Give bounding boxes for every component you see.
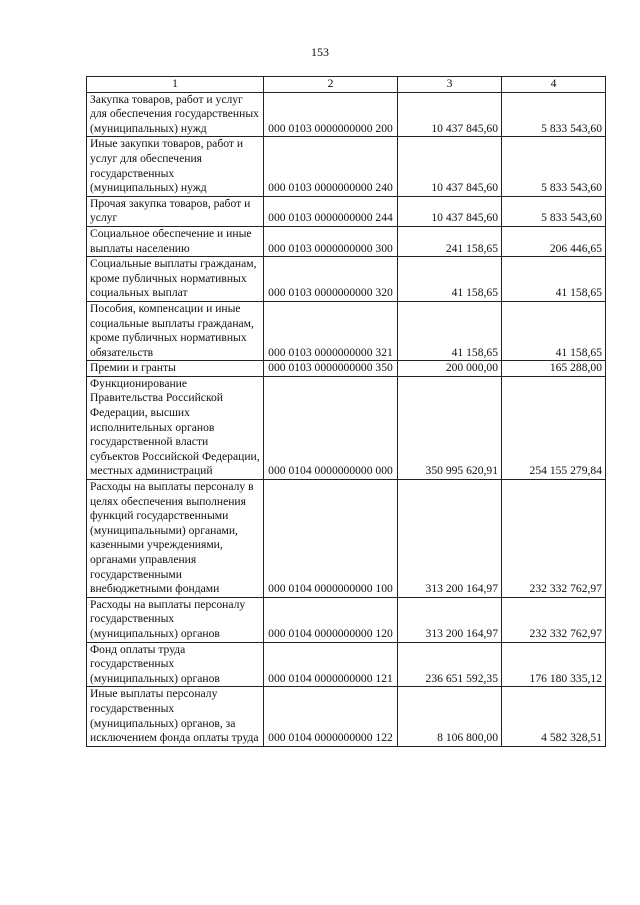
- budget-code: 000 0104 0000000000 122: [264, 687, 398, 746]
- page-number: 153: [311, 45, 329, 59]
- amount-col4: 4 582 328,51: [502, 687, 606, 746]
- amount-col3: 241 158,65: [398, 226, 502, 256]
- column-header: 2: [264, 77, 398, 93]
- expense-name: Социальные выплаты гражданам, кроме публичных нормативных социальных выплат: [87, 257, 264, 302]
- amount-col3: 10 437 845,60: [398, 137, 502, 196]
- amount-col4: 232 332 762,97: [502, 597, 606, 642]
- amount-col4: 176 180 335,12: [502, 642, 606, 687]
- expense-name: Социальное обеспечение и иные выплаты населению: [87, 226, 264, 256]
- table-row: [87, 687, 606, 746]
- amount-col4: 5 833 543,60: [502, 137, 606, 196]
- expense-name: Премии и гранты: [87, 361, 264, 377]
- amount-col4: 232 332 762,97: [502, 480, 606, 598]
- amount-col3: 350 995 620,91: [398, 376, 502, 479]
- budget-code: 000 0104 0000000000 100: [264, 480, 398, 598]
- budget-code: 000 0103 0000000000 244: [264, 196, 398, 226]
- amount-col3: 313 200 164,97: [398, 597, 502, 642]
- amount-col4: 206 446,65: [502, 226, 606, 256]
- amount-col3: 41 158,65: [398, 301, 502, 360]
- budget-code: 000 0104 0000000000 000: [264, 376, 398, 479]
- table-row: [87, 137, 606, 196]
- table-row: [87, 361, 606, 377]
- amount-col3: 41 158,65: [398, 257, 502, 302]
- table-row: [87, 92, 606, 137]
- column-header: 1: [87, 77, 264, 93]
- budget-table: [86, 76, 606, 747]
- budget-code: 000 0103 0000000000 300: [264, 226, 398, 256]
- column-header: 4: [502, 77, 606, 93]
- table-row: [87, 257, 606, 302]
- amount-col3: 8 106 800,00: [398, 687, 502, 746]
- expense-name: Расходы на выплаты персоналу в целях обеспечения выполнения функций государственными (муниципальными) органами, казенными учреждениями, органами управления государственными внебюджетными фондами: [87, 480, 264, 598]
- amount-col3: 313 200 164,97: [398, 480, 502, 598]
- expense-name: Закупка товаров, работ и услуг для обеспечения государственных (муниципальных) нужд: [87, 92, 264, 137]
- table-row: [87, 376, 606, 479]
- amount-col3: 10 437 845,60: [398, 196, 502, 226]
- table-row: [87, 597, 606, 642]
- budget-code: 000 0103 0000000000 321: [264, 301, 398, 360]
- expense-name: Прочая закупка товаров, работ и услуг: [87, 196, 264, 226]
- amount-col4: 41 158,65: [502, 301, 606, 360]
- expense-name: Иные выплаты персоналу государственных (муниципальных) органов, за исключением фонда оплаты труда: [87, 687, 264, 746]
- table-row: [87, 196, 606, 226]
- table-row: [87, 301, 606, 360]
- table-row: [87, 480, 606, 598]
- budget-code: 000 0104 0000000000 120: [264, 597, 398, 642]
- expense-name: Функционирование Правительства Российской Федерации, высших исполнительных органов государственной власти субъектов Российской Федерации, местных администраций: [87, 376, 264, 479]
- budget-code: 000 0103 0000000000 200: [264, 92, 398, 137]
- expense-name: Пособия, компенсации и иные социальные выплаты гражданам, кроме публичных нормативных обязательств: [87, 301, 264, 360]
- expense-name: Иные закупки товаров, работ и услуг для обеспечения государственных (муниципальных) нужд: [87, 137, 264, 196]
- amount-col4: 5 833 543,60: [502, 92, 606, 137]
- amount-col4: 165 288,00: [502, 361, 606, 377]
- expense-name: Фонд оплаты труда государственных (муниципальных) органов: [87, 642, 264, 687]
- column-header: 3: [398, 77, 502, 93]
- amount-col3: 236 651 592,35: [398, 642, 502, 687]
- amount-col3: 10 437 845,60: [398, 92, 502, 137]
- amount-col3: 200 000,00: [398, 361, 502, 377]
- amount-col4: 254 155 279,84: [502, 376, 606, 479]
- table-row: [87, 226, 606, 256]
- amount-col4: 41 158,65: [502, 257, 606, 302]
- budget-code: 000 0104 0000000000 121: [264, 642, 398, 687]
- budget-code: 000 0103 0000000000 350: [264, 361, 398, 377]
- table-row: [87, 642, 606, 687]
- expense-name: Расходы на выплаты персоналу государственных (муниципальных) органов: [87, 597, 264, 642]
- budget-code: 000 0103 0000000000 320: [264, 257, 398, 302]
- amount-col4: 5 833 543,60: [502, 196, 606, 226]
- budget-code: 000 0103 0000000000 240: [264, 137, 398, 196]
- table-header-row: [87, 77, 606, 93]
